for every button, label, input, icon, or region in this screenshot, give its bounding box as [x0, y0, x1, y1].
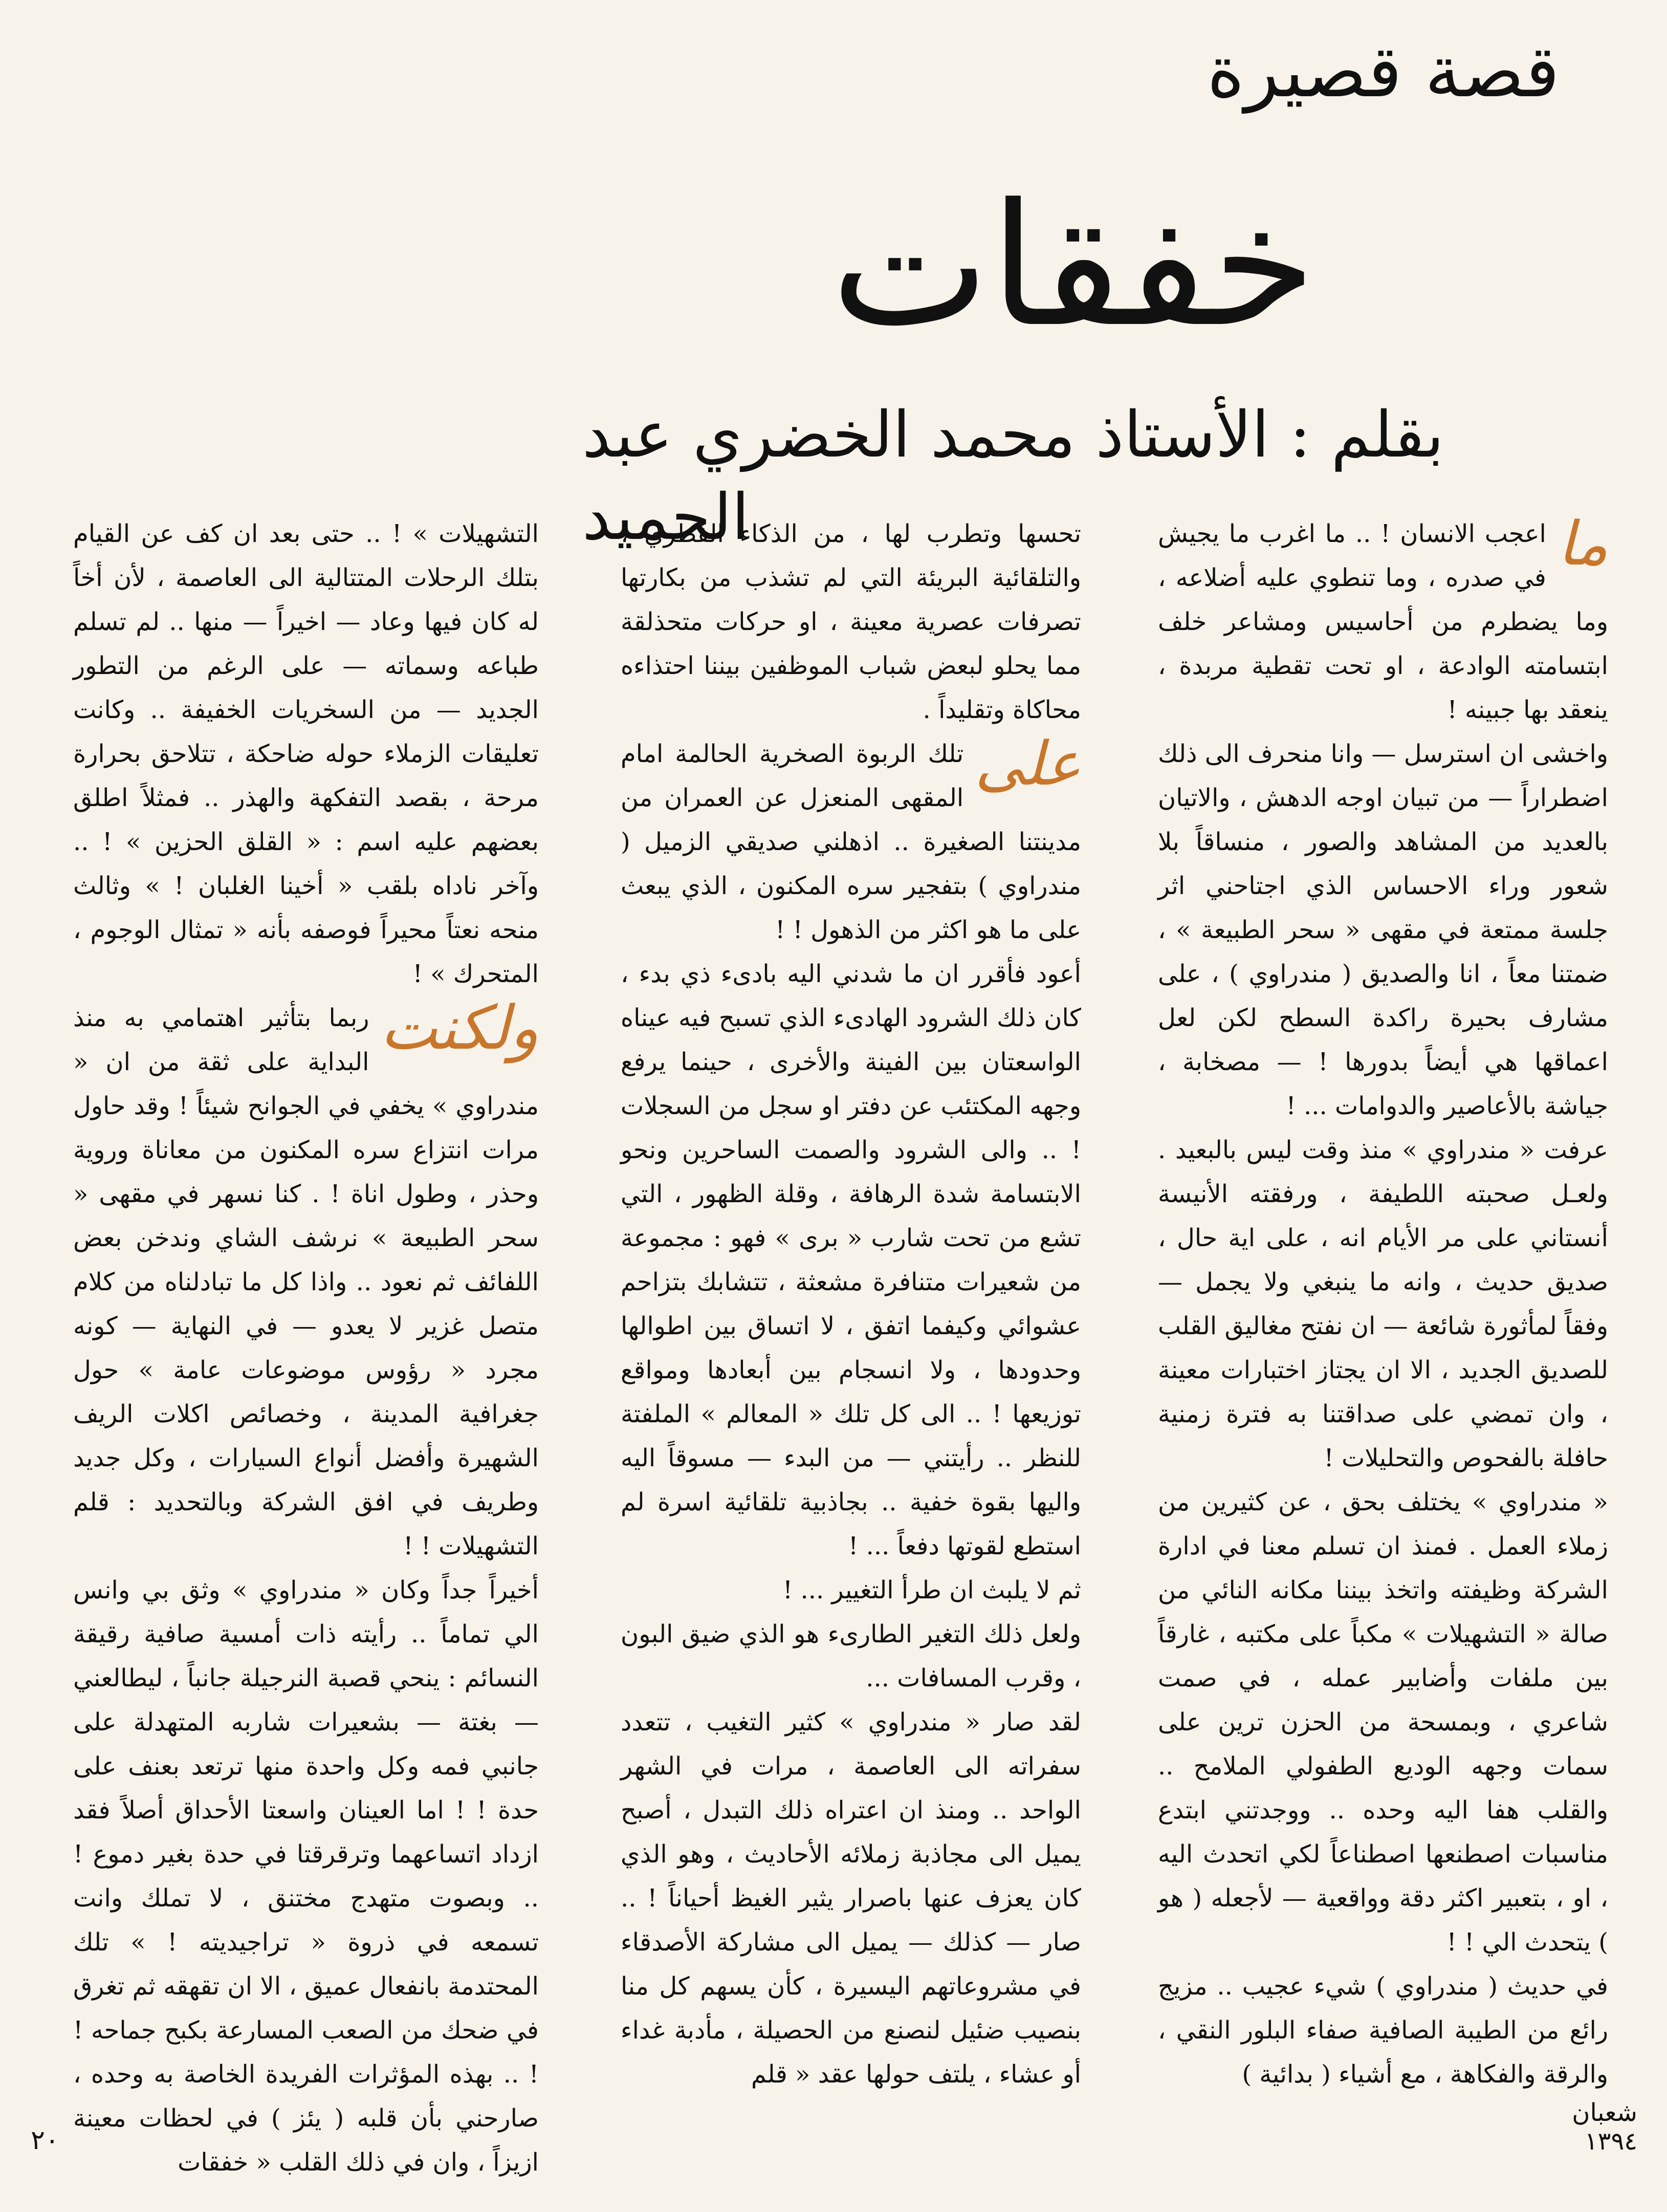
issue-date: شعبان ١٣٩٤ — [1572, 2098, 1637, 2156]
paragraph: ثم لا يلبث ان طرأ التغيير ... ! — [782, 1576, 1081, 1604]
drop-cap: ما — [1557, 508, 1608, 579]
paragraph: « مندراوي » يختلف بحق ، عن كثيرين من زملاء العمل . فمنذ ان تسلم معنا في ادارة الشركة وظيفته واتخذ بيننا مكانه النائي من صالة « التشهيلات » مكباً على مكتبه ، غارقاً بين ملفات وأضابير عمله ، في صمت شاعري ، وبمسحة من الحزن ترين على سمات وجهه الوديع الطفولي الملامح .. والقلب هفا اليه وحده .. ووجدتني ابتدع مناسبات اصطنعها اصطناعاً لكي اتحدث اليه ، او ، بتعبير اكثر دقة وواقعية — لأجعله ( هو ) يتحدث الي ! ! — [1158, 1488, 1609, 1957]
paragraph: عرفت « مندراوي » منذ وقت ليس بالبعيد . ولعـل صحبته اللطيفة ، ورفقته الأنيسة أنستاني على مر الأيام انه ، على اية حال ، صديق حديث ، وانه ما ينبغي ولا يجمل — وفقاً لمأثورة شائعة — ان نفتح مغاليق القلب للصديق الجديد ، الا ان يجتاز اختبارات معينة ، وان تمضي على صداقتنا به فترة زمنية حافلة بالفحوص والتحليلات ! — [1157, 1136, 1608, 1472]
drop-cap: على — [975, 728, 1081, 799]
paragraph: أخيراً جداً وكان « مندراوي » وثق بي وانس الي تماماً .. رأيته ذات أمسية صافية رقيقة النسائم : ينحي قصبة النرجيلة جانباً ، ليطالعني — بغتة — بشعيرات شاربه المتهدلة على جانبي فمه وكل واحدة منها ترتعد بعنف على حدة ! ! اما العينان واسعتا الأحداق أصلاً فقد ازداد اتساعهما وترقرقتا في حدة بغير دموع ! .. وبصوت متهدج مختنق ، لا تملك وانت تسمعه في ذروة « تراجيديته ! » تلك المحتدمة بانفعال عميق ، الا ان تقهقه ثم تغرق في ضحك من الصعب المسارعة بكبح جماحه ! ! .. بهذه المؤثرات الفريدة الخاصة به وحده ، صارحني بأن قلبه ( يئز ) في لحظات معينة ازيزاً ، وان في ذلك القلب « خفقات — [73, 1576, 539, 2177]
paragraph: ولكنت ربما بتأثير اهتمامي به منذ البداية على ثقة من ان « مندراوي » يخفي في الجوانح شيئاً ! وقد حاول مرات انتزاع سره المكنون من معاناة وروية وحذر ، وطول اناة ! . كنا نسهر في مقهى « سحر الطبيعة » نرشف الشاي وندخن بعض اللفائف ثم نعود .. واذا كل ما تبادلناه من كلام متصل غزير لا يعدو — في النهاية — كونه مجرد « رؤوس موضوعات عامة » حول جغرافية المدينة ، وخصائص اكلات الريف الشهيرة وأفضل أنواع السيارات ، وكل جديد وطريف في افق الشركة وبالتحديد : قلم التشهيلات ! ! — [73, 992, 539, 1560]
page-number: ٢٠ — [31, 2125, 59, 2156]
paragraph: في حديث ( مندراوي ) شيء عجيب .. مزيج رائع من الطيبة الصافية صفاء البلور النقي ، والرقة والفكاهة ، مع أشياء ( بدائية ) — [1158, 1972, 1608, 2089]
paragraph: التشهيلات » ! .. حتى بعد ان كف عن القيام بتلك الرحلات المتتالية الى العاصمة ، لأن أخاً له كان فيها وعاد — اخيراً — منها .. لم تسلم طباعه وسماته — على الرغم من التطور الجديد — من السخريات الخفيفة .. وكانت تعليقات الزملاء حوله ضاحكة ، تتلاحق بحرارة مرحة ، بقصد التفكهة والهذر .. فمثلاً اطلق بعضهم عليه اسم : « القلق الحزين » ! .. وآخر ناداه بلقب « أخينا الغلبان ! » وثالث منحه نعتاً محيراً فوصفه بأنه « تمثال الوجوم ، المتحرك » ! — [73, 519, 539, 988]
paragraph: واخشى ان استرسل — وانا منحرف الى ذلك اضطراراً — من تبيان اوجه الدهش ، والاتيان بالعديد من المشاهد والصور ، منساقاً بلا شعور وراء الاحساس الذي اجتاحني اثر جلسة ممتعة في مقهى « سحر الطبيعة » ، ضمتنا معاً ، انا والصديق ( مندراوي ) ، على مشارف بحيرة راكدة السطح لكن لعل اعماقها هي أيضاً بدورها ! — مصخابة ، جياشة بالأعاصير والدوامات ... ! — [1158, 740, 1609, 1120]
paragraph: أعود فأقرر ان ما شدني اليه بادىء ذي بدء ، كان ذلك الشرود الهادىء الذي تسبح فيه عيناه الواسعتان بين الفينة والأخرى ، حينما يرفع وجهه المكتئب عن دفتر او سجل من السجلات ! .. والى الشرود والصمت الساحرين ونحو الابتسامة شدة الرهافة ، وقلة الظهور ، التي تشع من تحت شارب « برى » فهو : مجموعة من شعيرات متنافرة مشعثة ، تتشابك بتزاحم عشوائي وكيفما اتفق ، لا اتساق بين اطوالها وحدودها ، ولا انسجام بين أبعادها ومواقع توزيعها ! .. الى كل تلك « المعالم » الملفتة للنظر .. رأيتني — من البدء — مسوقاً اليه واليها بقوة خفية .. بجاذبية تلقائية اسرة لم استطع لقوتها دفعاً ... ! — [621, 960, 1082, 1560]
paragraph: على تلك الربوة الصخرية الحالمة امام المقهى المنعزل عن العمران من مدينتنا الصغيرة .. اذهلني صديقي الزميل ( مندراوي ) بتفجير سره المكنون ، الذي يبعث على ما هو اكثر من الذهول ! ! — [621, 728, 1081, 944]
author-byline: بقلم : الأستاذ محمد الخضري عبد الحميد — [582, 398, 1444, 555]
paragraph: لقد صار « مندراوي » كثير التغيب ، تتعدد سفراته الى العاصمة ، مرات في الشهر الواحد .. ومنذ ان اعتراه ذلك التبدل ، أصبح يميل الى مجاذبة زملائه الأحاديث ، وهو الذي كان يعزف عنها باصرار يثير الغيظ أحياناً ! .. صار — كذلك — يميل الى مشاركة الأصدقاء في مشروعاتهم اليسيرة ، كأن يسهم كل منا بنصيب ضئيل لنصنع من الحصيلة ، مأدبة غداء أو عشاء ، يلتف حولها عقد « قلم — [621, 1708, 1081, 2089]
paragraph: ما اعجب الانسان ! .. ما اغرب ما يجيش في صدره ، وما تنطوي عليه أضلاعه ، وما يضطرم من أحاسيس ومشاعر خلف ابتسامته الوادعة ، او تحت تقطية مربدة ، ينعقد بها جبينه ! — [1158, 508, 1608, 724]
text-column-1 — [1157, 508, 1609, 2089]
story-title: خفقات — [830, 167, 1317, 364]
text-column-2 — [621, 512, 1082, 2089]
paragraph: ولعل ذلك التغير الطارىء هو الذي ضيق البون ، وقرب المسافات ... — [621, 1620, 1081, 1693]
section-kicker: قصة قصيرة — [1207, 30, 1560, 114]
text-column-3 — [73, 512, 539, 2177]
paragraph: تحسها وتطرب لها ، من الذكاء الفطري ، والتلقائية البريئة التي لم تشذب من بكارتها تصرفات عصرية معينة ، او حركات متحذلقة مما يحلو لبعض شباب الموظفين بيننا احتذاءه محاكاة وتقليداً . — [621, 519, 1081, 724]
drop-cap: ولكنت — [380, 992, 539, 1063]
